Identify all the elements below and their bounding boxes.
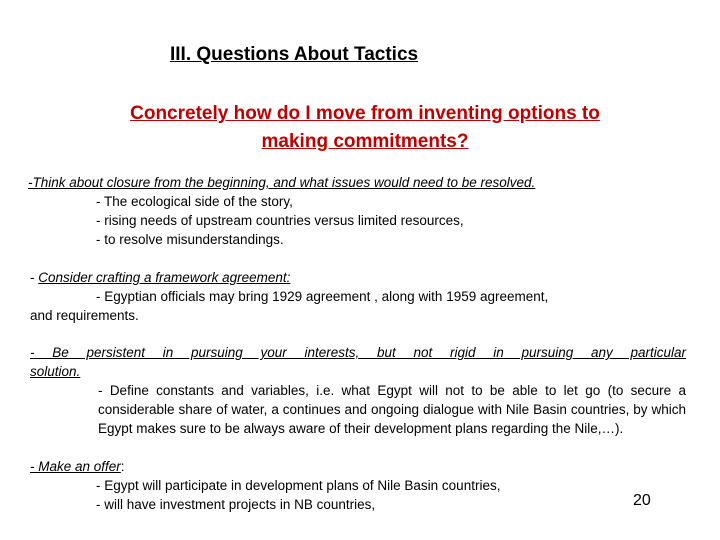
offer-lead-text: - Make an offer	[30, 459, 121, 474]
list-item: - The ecological side of the story,	[96, 194, 293, 209]
offer-lead-suffix: :	[120, 459, 125, 474]
list-item: - to resolve misunderstandings.	[96, 232, 284, 247]
page-number: 20	[633, 492, 651, 509]
section-closure-lead	[28, 173, 686, 192]
closure-lead-text: -Think about closure from the beginning, and what issues would need to be resolved.	[28, 175, 536, 190]
list-item: - Define constants and variables, i.e. what Egypt will not to be able to let go (to secure a considerable share of water, a continues and ongoing dialogue with Nile Basin countries, by which Egypt makes sure to be always aware of their development plans regarding the Nile,…).	[98, 383, 686, 436]
persistent-lead-line-1: - Be persistent in pursuing your interests, but not rigid in pursuing any particular	[30, 345, 686, 360]
persistent-lead-line-2-text: solution.	[30, 364, 81, 379]
list-item-continuation: and requirements.	[30, 308, 139, 323]
slide-body	[30, 173, 686, 514]
subtitle-line-2: making commitments?	[261, 131, 469, 152]
list-item: - Egypt will participate in development plans of Nile Basin countries,	[96, 478, 501, 493]
subtitle-line-1: Concretely how do I move from inventing options to	[130, 103, 600, 124]
list-item: - Egyptian officials may bring 1929 agreement , along with 1959 agreement,	[96, 289, 549, 304]
section-persistent	[30, 343, 686, 438]
framework-lead-text: Consider crafting a framework agreement:	[38, 270, 291, 285]
slide-title: III. Questions About Tactics	[170, 44, 419, 65]
list-item: - rising needs of upstream countries versus limited resources,	[96, 213, 464, 228]
framework-prefix: -	[30, 270, 39, 285]
section-offer-lead	[30, 457, 686, 476]
section-framework	[30, 268, 686, 325]
section-closure	[30, 173, 686, 249]
slide-subtitle	[40, 100, 690, 156]
section-framework-lead	[30, 268, 686, 287]
section-offer	[30, 457, 686, 514]
list-item: - will have investment projects in NB countries,	[96, 497, 376, 512]
persistent-lead-line-2	[30, 362, 686, 381]
